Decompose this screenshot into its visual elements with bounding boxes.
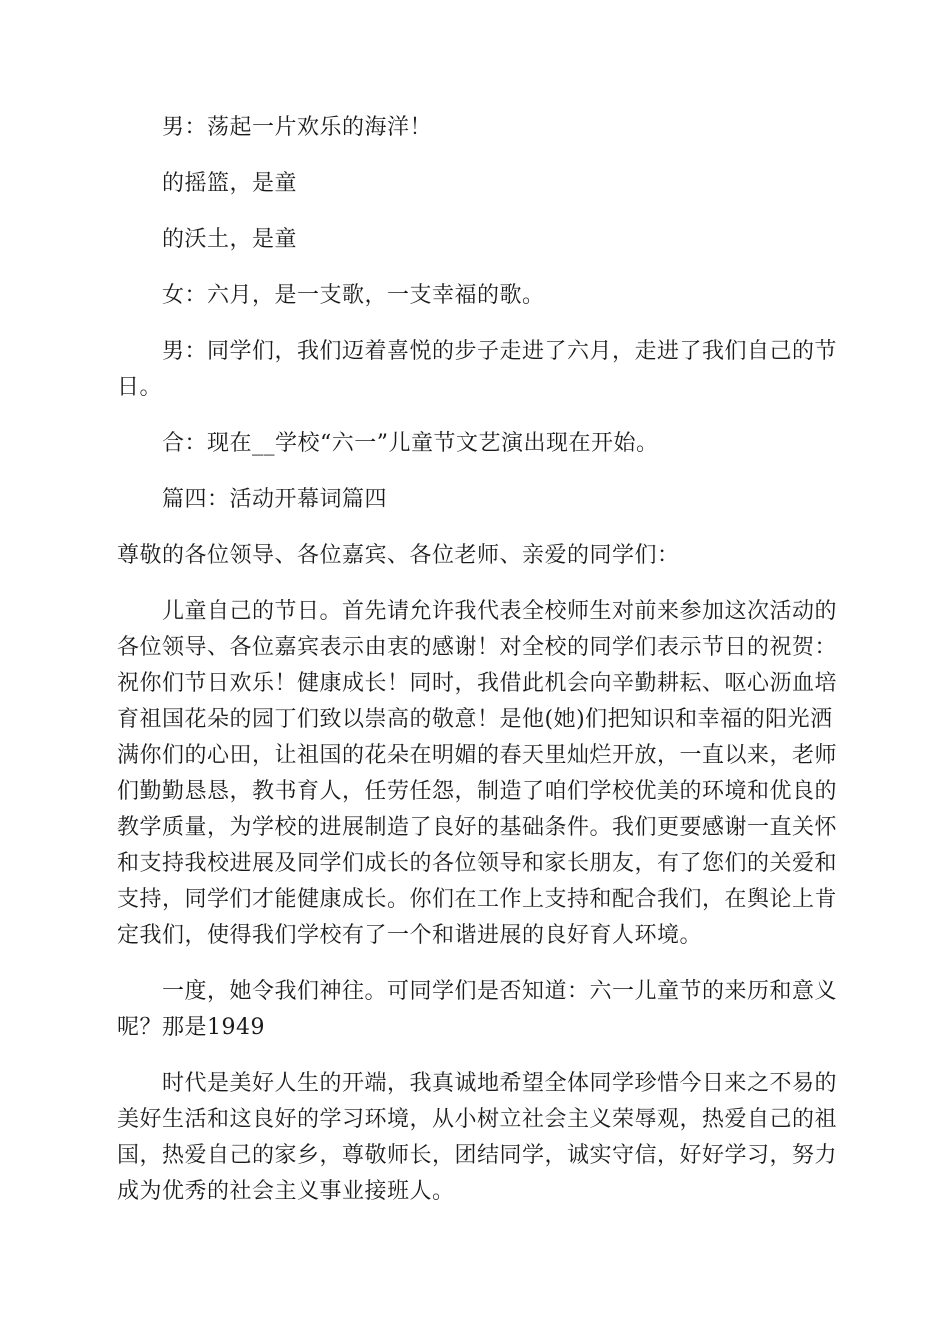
- paragraph-boy-line-1: 男：荡起一片欢乐的海洋！: [162, 115, 433, 140]
- paragraph-cradle-line: 的摇篮，是童: [162, 171, 298, 196]
- paragraph-speech-body: 儿童自己的节日。首先请允许我代表全校师生对前来参加这次活动的各位领导、各位嘉宾表示由衷的感谢！对全校的同学们表示节日的祝贺：祝你们节日欢乐！健康成长！同时，我借此机会向辛勤耕耘、呕心沥血培育祖国花朵的园丁们致以崇高的敬意！是他(她)们把知识和幸福的阳光洒满你们的心田，让祖国的花朵在明媚的春天里灿烂开放，一直以来，老师们勤勤恳恳，教书育人，任劳任怨，制造了咱们学校优美的环境和优良的教学质量，为学校的进展制造了良好的基础条件。我们更要感谢一直关怀和支持我校进展及同学们成长的各位领导和家长朋友，有了您们的关爱和支持，同学们才能健康成长。你们在工作上支持和配合我们，在舆论上肯定我们，使得我们学校有了一个和谐进展的良好育人环境。: [117, 599, 838, 948]
- paragraph-origin-question: 一度，她令我们神往。可同学们是否知道：六一儿童节的来历和意义呢？那是1949: [117, 979, 838, 1040]
- section-heading: 篇四：活动开幕词篇四: [162, 487, 388, 512]
- paragraph-girl-line: 女：六月，是一支歌，一支幸福的歌。: [162, 283, 545, 308]
- paragraph-boy-line-2: 男：同学们，我们迈着喜悦的步子走进了六月，走进了我们自己的节日。: [117, 339, 838, 400]
- paragraph-closing-hope: 时代是美好人生的开端，我真诚地希望全体同学珍惜今日来之不易的美好生活和这良好的学习环境，从小树立社会主义荣辱观，热爱自己的祖国，热爱自己的家乡，尊敬师长，团结同学，诚实守信，好好学习，努力成为优秀的社会主义事业接班人。: [117, 1071, 838, 1204]
- salutation: 尊敬的各位领导、各位嘉宾、各位老师、亲爱的同学们：: [117, 543, 680, 568]
- paragraph-soil-line: 的沃土，是童: [162, 227, 298, 252]
- document-body: [117, 110, 837, 1210]
- paragraph-together-line: 合：现在__学校“六一”儿童节文艺演出现在开始。: [162, 431, 659, 456]
